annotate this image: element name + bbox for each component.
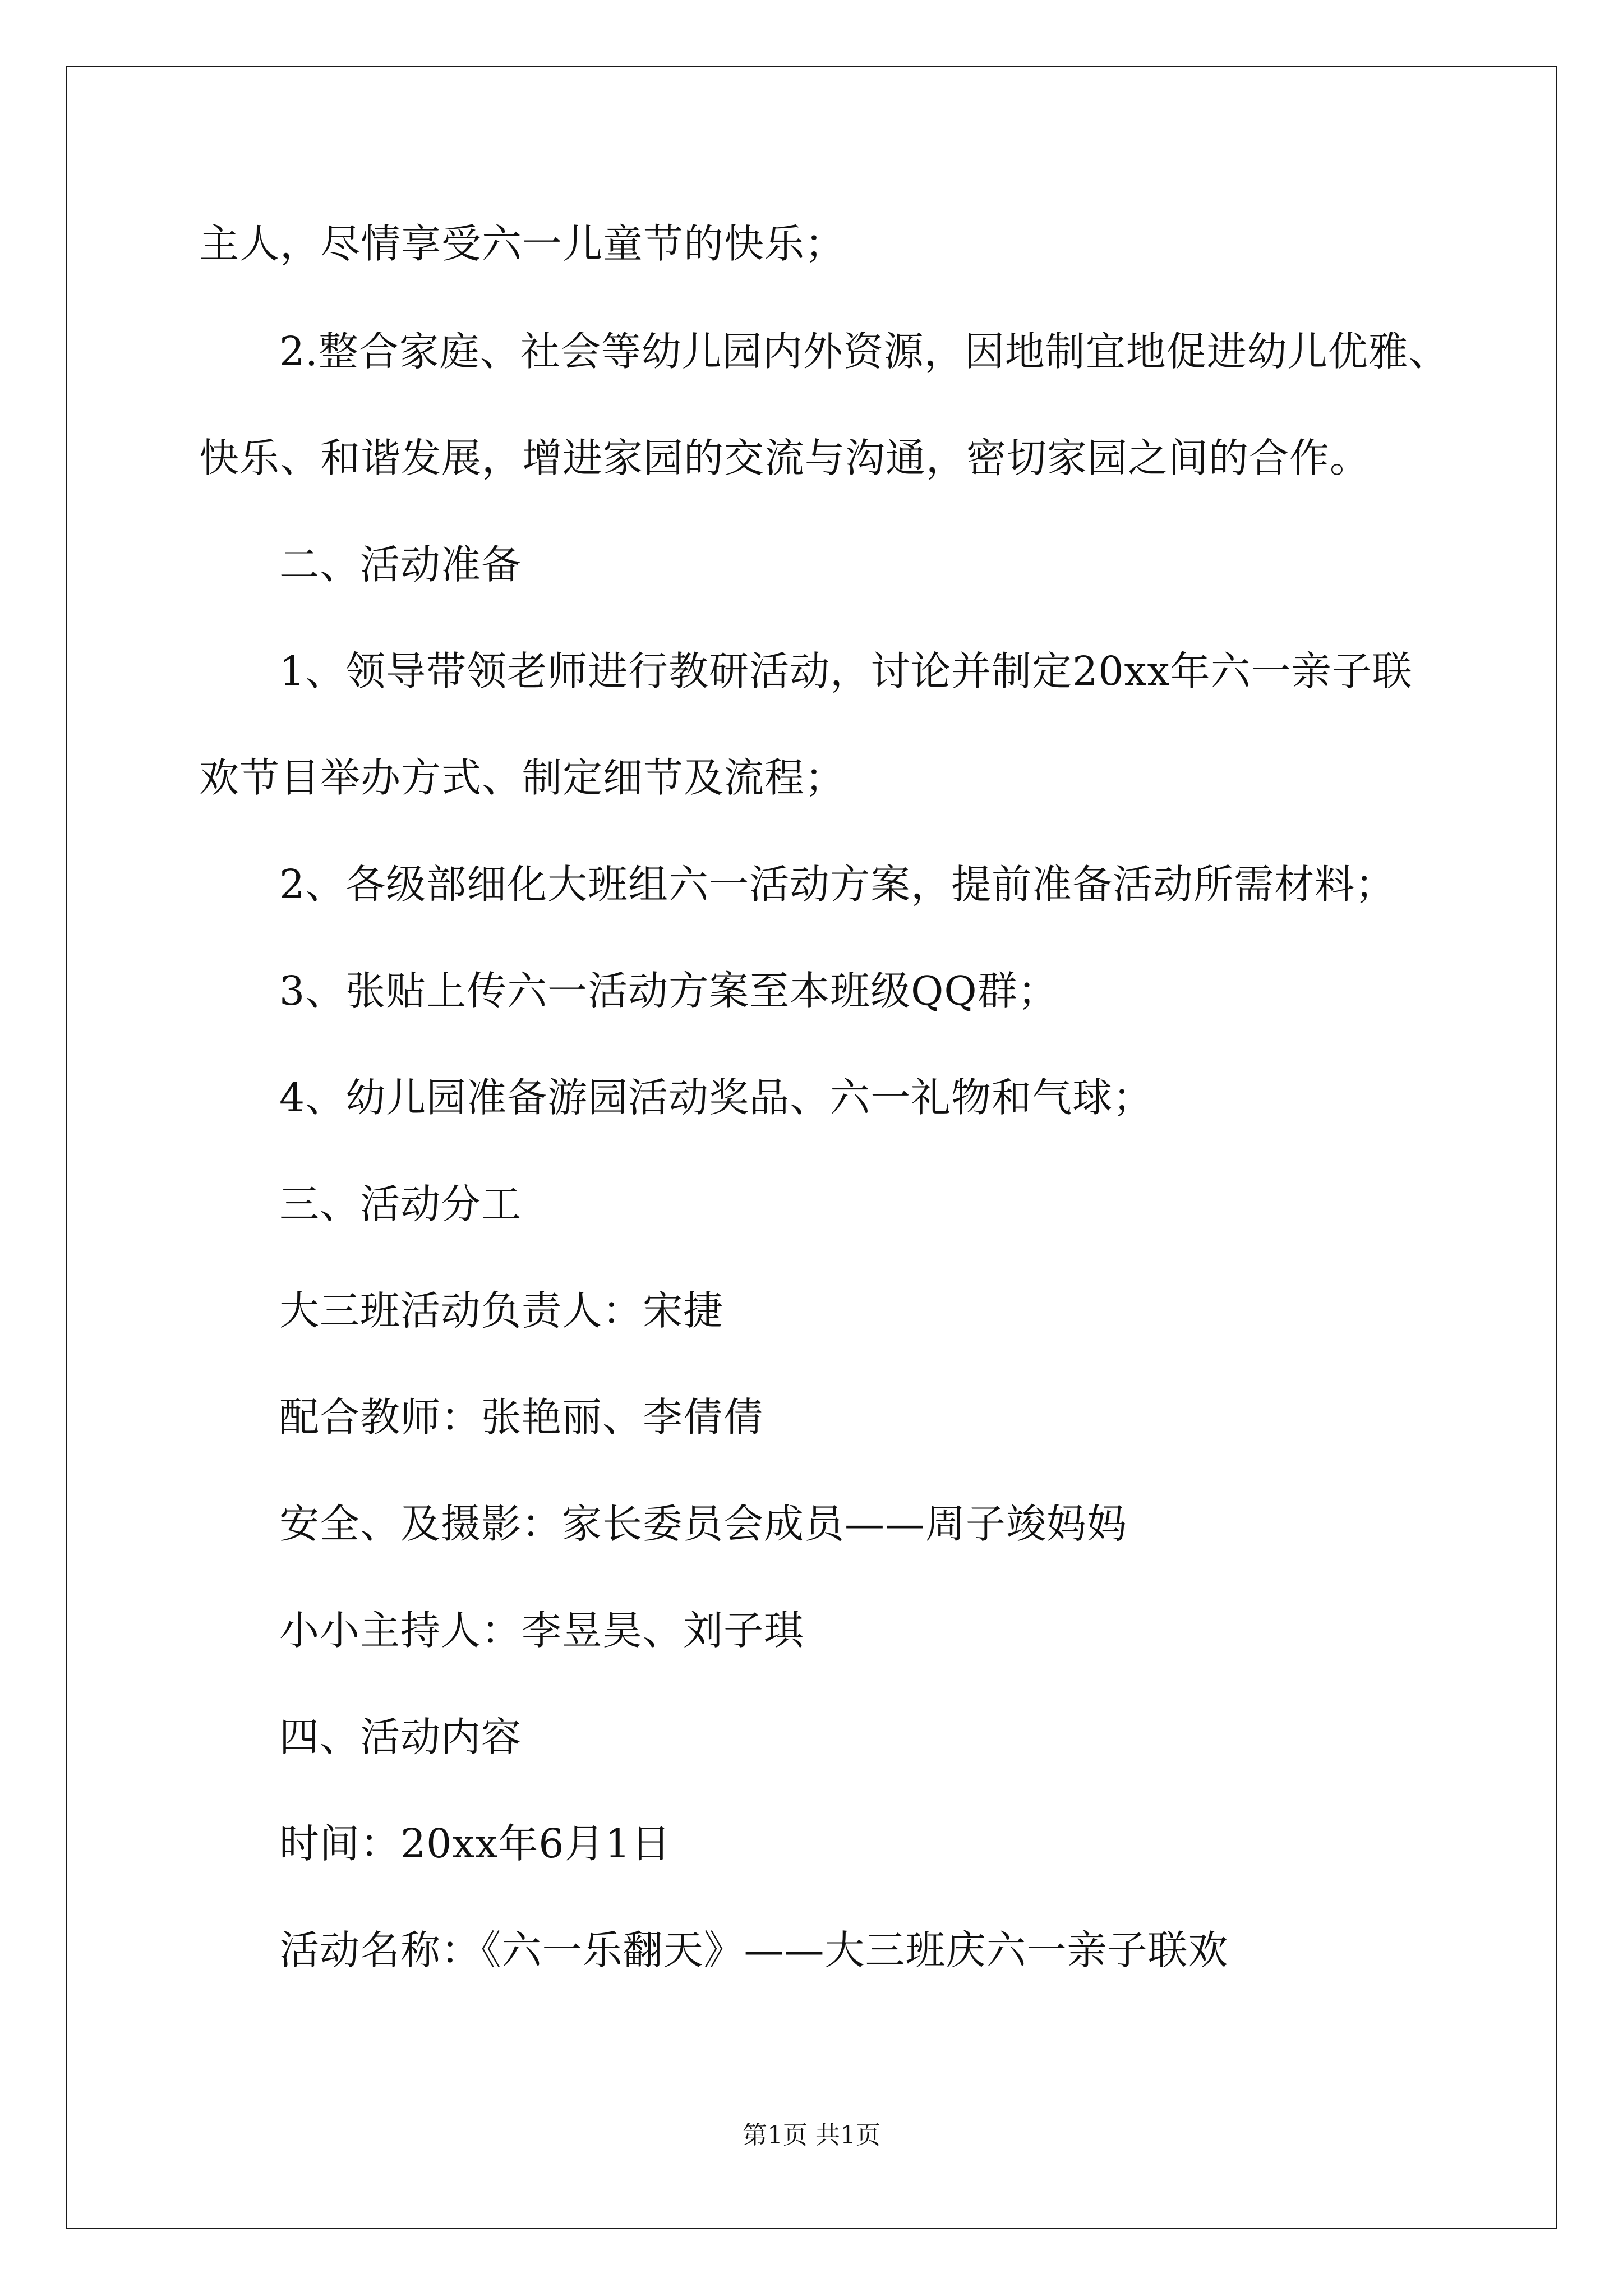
text-line-11: 大三班活动负责人：宋捷 bbox=[279, 1287, 724, 1334]
text-line-7: 2、各级部细化大班组六一活动方案，提前准备活动所需材料； bbox=[279, 861, 1396, 908]
text-line-2: 2.整合家庭、社会等幼儿园内外资源，因地制宜地促进幼儿优雅、 bbox=[279, 328, 1449, 375]
text-line-12: 配合教师：张艳丽、李倩倩 bbox=[279, 1394, 764, 1441]
section-heading-content: 四、活动内容 bbox=[279, 1714, 522, 1760]
section-heading-division: 三、活动分工 bbox=[279, 1181, 522, 1227]
text-line-14: 小小主持人：李昱昊、刘子琪 bbox=[279, 1607, 805, 1654]
text-line-13: 安全、及摄影：家长委员会成员——周子竣妈妈 bbox=[279, 1501, 1128, 1547]
text-line-6: 欢节目举办方式、制定细节及流程； bbox=[199, 754, 846, 801]
text-line-9: 4、幼儿园准备游园活动奖品、六一礼物和气球； bbox=[279, 1074, 1154, 1121]
section-heading-preparation: 二、活动准备 bbox=[279, 541, 522, 588]
text-line-17: 活动名称：《六一乐翻天》——大三班庆六一亲子联欢 bbox=[279, 1927, 1229, 1973]
page-border bbox=[66, 66, 1557, 2229]
text-line-1: 主人，尽情享受六一儿童节的快乐； bbox=[199, 220, 846, 267]
page-footer: 第1页 共1页 bbox=[743, 2121, 880, 2150]
text-line-5: 1、领导带领老师进行教研活动，讨论并制定20xx年六一亲子联 bbox=[279, 648, 1413, 694]
text-line-16: 时间：20xx年6月1日 bbox=[279, 1820, 671, 1867]
text-line-8: 3、张贴上传六一活动方案至本班级QQ群； bbox=[279, 968, 1058, 1014]
text-line-3: 快乐、和谐发展，增进家园的交流与沟通，密切家园之间的合作。 bbox=[199, 435, 1371, 481]
